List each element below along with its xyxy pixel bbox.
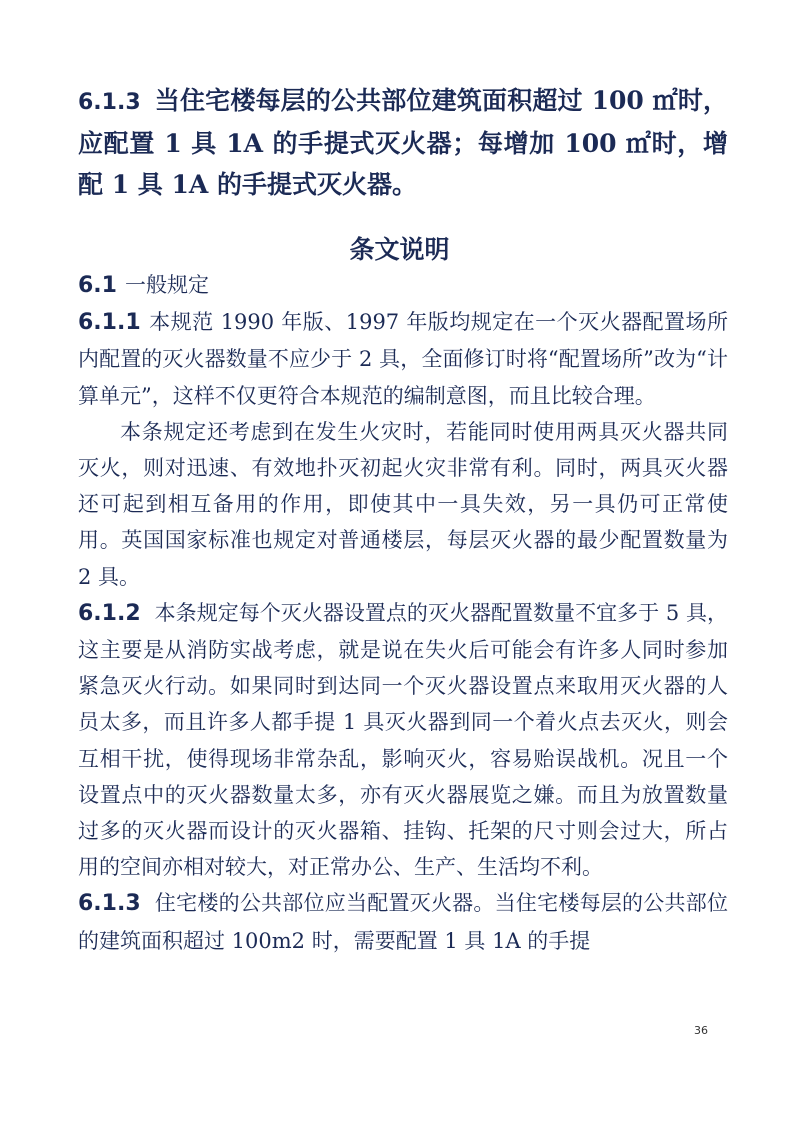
top-clause-text: 当住宅楼每层的公共部位建筑面积超过 100 ㎡时，应配置 1 具 1A 的手提式灭火器；每增加 100 ㎡时，增配 1 具 1A 的手提式灭火器。: [78, 86, 728, 199]
subsection-number: 6.1: [78, 273, 117, 298]
explanation-body: [78, 267, 728, 959]
page-number: 36: [694, 1024, 708, 1037]
clause-number: 6.1.3: [78, 891, 141, 917]
top-clause-number: 6.1.3: [78, 90, 141, 115]
subsection-heading: [78, 267, 728, 304]
top-clause: [78, 80, 728, 205]
clause-text: 本条规定每个灭火器设置点的灭火器配置数量不宜多于 5 具，这主要是从消防实战考虑，就是说在失火后可能会有许多人同时参加紧急灭火行动。如果同时到达同一个灭火器设置点来取用灭火器的人员太多，而且许多人都手提 1 具灭火器到同一个着火点去灭火，则会互相干扰，使得现场非常杂乱，影响灭火，容易贻误战机。况且一个设置点中的灭火器数量太多，亦有灭火器展览之嫌。而且为放置数量过多的灭火器而设计的灭火器箱、挂钩、托架的尺寸则会过大，所占用的空间亦相对较大，对正常办公、生产、生活均不利。: [78, 600, 728, 880]
clause-paragraph: [78, 304, 728, 414]
clause-text: 本规范 1990 年版、1997 年版均规定在一个灭火器配置场所内配置的灭火器数量不应少于 2 具，全面修订时将“配置场所”改为“计算单元”，这样不仅更符合本规范的编制意图，而且比较合理。: [78, 310, 728, 408]
clause-paragraph: [78, 595, 728, 886]
clause-number: 6.1.1: [78, 310, 141, 336]
subsection-title: 一般规定: [124, 273, 209, 297]
clause-paragraph: 本条规定还考虑到在发生火灾时，若能同时使用两具灭火器共同灭火，则对迅速、有效地扑灭初起火灾非常有利。同时，两具灭火器还可起到相互备用的作用，即使其中一具失效，另一具仍可正常使用。英国国家标准也规定对普通楼层，每层灭火器的最少配置数量为 2 具。: [78, 419, 728, 589]
clause-text: 住宅楼的公共部位应当配置灭火器。当住宅楼每层的公共部位的建筑面积超过 100m2 时，需要配置 1 具 1A 的手提: [78, 891, 728, 953]
section-title: 条文说明: [349, 235, 450, 264]
clause-paragraph: [78, 885, 728, 958]
clause-number: 6.1.2: [78, 600, 141, 626]
